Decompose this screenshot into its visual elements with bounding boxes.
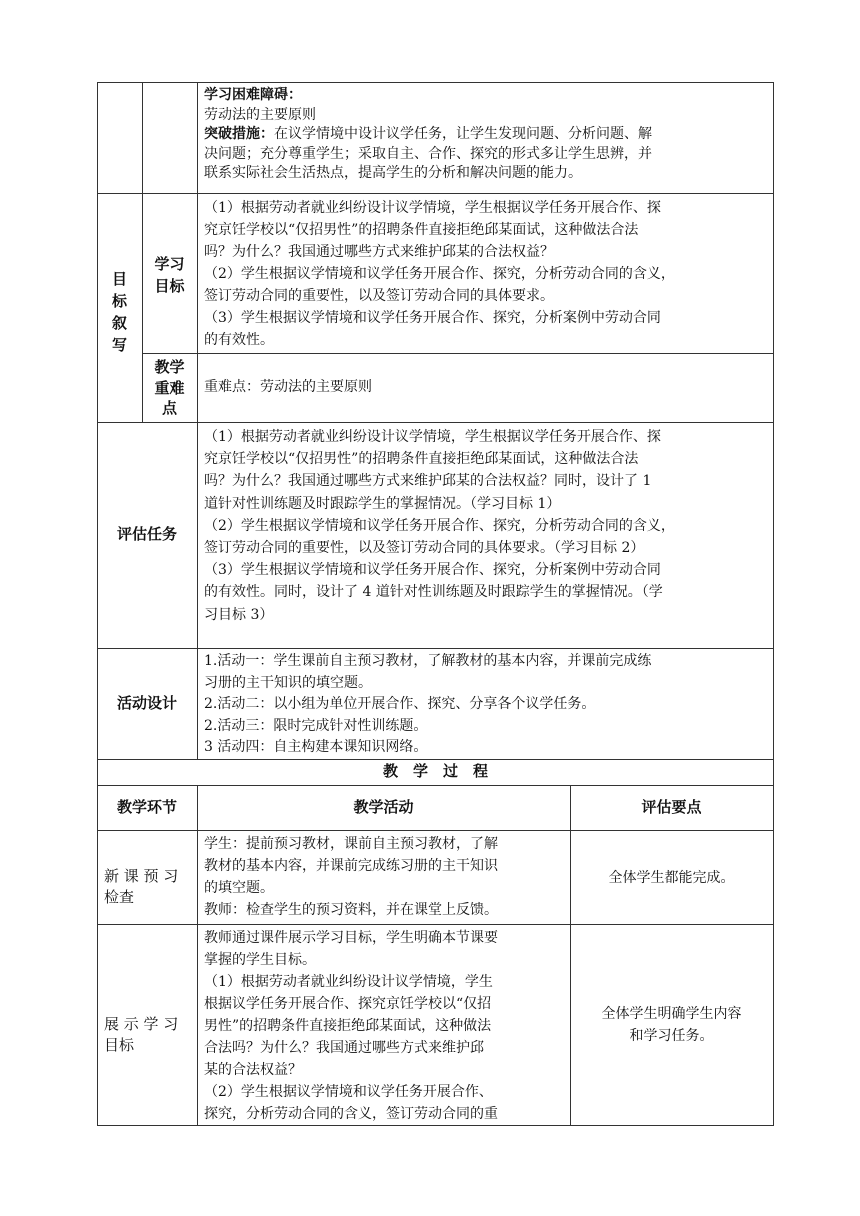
process-col-divider-1 [197,785,198,1126]
assessment-line-0: （1）根据劳动者就业纠纷设计议学情境，学生根据议学任务开展合作、探 [204,429,661,445]
header-activity: 教学活动 [353,798,414,816]
goal-section-char-0: 目 [111,270,127,288]
key-point-label [142,357,197,419]
table-border-right [773,82,774,1126]
row-divider-key [142,353,774,354]
row2-activity-line-8: 探究，分析劳动合同的含义，签订劳动合同的重 [204,1106,498,1122]
process-title: 教 学 过 程 [382,762,488,780]
difficulty-text: 劳动法的主要原则 [204,106,316,123]
goal-section-char-3: 写 [111,336,127,354]
row2-activity-line-0: 教师通过课件展示学习目标，学生明确本节课要 [204,930,498,946]
learning-goal-line-2: 吗？为什么？我国通过哪些方式来维护邱某的合法权益？ [204,244,554,260]
learning-goal-line-5: （3）学生根据议学情境和议学任务开展合作、探究，分析案例中劳动合同 [204,310,661,326]
key-point-text: 重难点：劳动法的主要原则 [204,379,372,395]
row-divider-process-row2 [97,924,774,925]
row1-activity-line-3: 教师：检查学生的预习资料，并在课堂上反馈。 [204,902,498,918]
assessment-line-7: 的有效性。同时，设计了 4 道针对性训练题及时跟踪学生的掌握情况。（学 [204,584,663,601]
header-points: 评估要点 [641,798,702,816]
row-divider-process-header [97,785,774,786]
row1-activity-line-2: 的填空题。 [204,880,274,896]
row-divider-process-title [97,759,774,760]
activity-text [204,651,651,759]
breakthrough-line-0 [204,125,652,145]
learning-goal-text [204,197,675,351]
difficulty-heading: 学习困难障碍： [204,87,302,103]
row2-activity-line-6: 某的合法权益？ [204,1062,302,1078]
process-col-divider-2 [570,785,571,1126]
assessment-text [204,426,675,626]
header-stage: 教学环节 [116,798,177,816]
activity-line-0: 1.活动一：学生课前自主预习教材，了解教材的基本内容，并课前完成练 [204,653,652,669]
goal-section-char-2: 叙 [111,314,127,332]
goal-section-label [97,268,142,356]
activity-line-1: 习册的主干知识的填空题。 [204,674,372,691]
row1-stage-line-1: 检查 [104,888,135,906]
row2-stage [104,1014,178,1056]
breakthrough-line-2: 联系实际社会生活热点，提高学生的分析和解决问题的能力。 [204,165,582,181]
table-border-left [97,82,98,1126]
row1-stage [104,866,178,908]
difficulty-block [204,86,652,184]
assessment-line-2: 吗？为什么？我国通过哪些方式来维护邱某的合法权益？同时，设计了 1 [204,473,652,490]
activity-line-3: 2.活动三：限时完成针对性训练题。 [204,717,428,734]
key-point-label-1: 重难 [154,378,185,397]
row2-activity-line-4: 男性”的招聘条件直接拒绝邱某面试，这种做法 [204,1018,492,1034]
learning-goal-line-0: （1）根据劳动者就业纠纷设计议学情境，学生根据议学任务开展合作、探 [204,200,661,216]
activity-label: 活动设计 [116,694,177,712]
row2-activity-line-3: 根据议学任务开展合作、探究京饪学校以“仅招 [204,996,492,1012]
assessment-line-6: （3）学生根据议学情境和议学任务开展合作、探究，分析案例中劳动合同 [204,562,661,579]
row2-activity-line-2: （1）根据劳动者就业纠纷设计议学情境，学生 [204,974,493,990]
learning-goal-line-6: 的有效性。 [204,332,274,348]
learning-goal-line-4: 签订劳动合同的重要性，以及签订劳动合同的具体要求。 [204,288,554,304]
row1-activity [204,833,498,921]
assessment-line-3: 道针对性训练题及时跟踪学生的掌握情况。（学习目标 1） [204,495,561,512]
row2-points-line-1: 和学习任务。 [629,1028,714,1044]
table-col-divider-2 [197,82,198,759]
learning-goal-label-1: 目标 [154,277,185,295]
row2-activity-line-7: （2）学生根据议学情境和议学任务开展合作、 [204,1084,493,1100]
row-divider-activity [97,648,774,649]
row2-points-line-0: 全体学生明确学生内容 [601,1006,742,1022]
assessment-line-4: （2）学生根据议学情境和议学任务开展合作、探究，分析劳动合同的含义， [204,517,675,534]
breakthrough-line-1: 决问题；充分尊重学生；采取自主、合作、探究的形式多让学生思辨，并 [204,145,652,162]
table-border-top [97,82,774,83]
row2-activity-line-5: 合法吗？为什么？我国通过哪些方式来维护邱 [204,1040,484,1056]
breakthrough-label: 突破措施： [204,126,274,142]
assessment-line-1: 究京饪学校以“仅招男性”的招聘条件直接拒绝邱某面试，这种做法合法 [204,451,639,468]
learning-goal-line-1: 究京饪学校以“仅招男性”的招聘条件直接拒绝邱某面试，这种做法合法 [204,222,639,238]
key-point-label-0: 教学 [154,358,185,376]
table-border-bottom [97,1125,774,1126]
learning-goal-line-3: （2）学生根据议学情境和议学任务开展合作、探究，分析劳动合同的含义， [204,266,675,282]
row1-points: 全体学生都能完成。 [608,870,735,886]
goal-section-char-1: 标 [111,292,127,310]
learning-goal-label-0: 学习 [154,255,185,273]
row2-stage-line-1: 目标 [104,1036,135,1054]
assessment-line-8: 习目标 3） [204,606,274,623]
row2-stage-line-0: 展 示 学 习 [104,1015,179,1033]
breakthrough-text-0: 在议学情境中设计议学任务，让学生发现问题、分析问题、解 [274,126,652,142]
activity-line-2: 2.活动二：以小组为单位开展合作、探究、分享各个议学任务。 [204,696,596,712]
row-divider-process-row1 [97,830,774,831]
row1-activity-line-0: 学生：提前预习教材，课前自主预习教材，了解 [204,836,498,852]
row-divider-assessment [97,422,774,423]
row-divider-goal [97,193,774,194]
row1-stage-line-0: 新 课 预 习 [104,867,179,885]
learning-goal-label [142,253,197,297]
row2-points [570,1003,773,1047]
row1-activity-line-1: 教材的基本内容，并课前完成练习册的主干知识 [204,858,498,874]
key-point-label-2: 点 [161,399,177,417]
assessment-label: 评估任务 [116,525,177,543]
assessment-line-5: 签订劳动合同的重要性，以及签订劳动合同的具体要求。（学习目标 2） [204,540,645,557]
activity-line-4: 3 活动四：自主构建本课知识网络。 [204,739,428,755]
row2-activity-line-1: 掌握的学生目标。 [204,952,316,968]
row2-activity [204,927,498,1125]
